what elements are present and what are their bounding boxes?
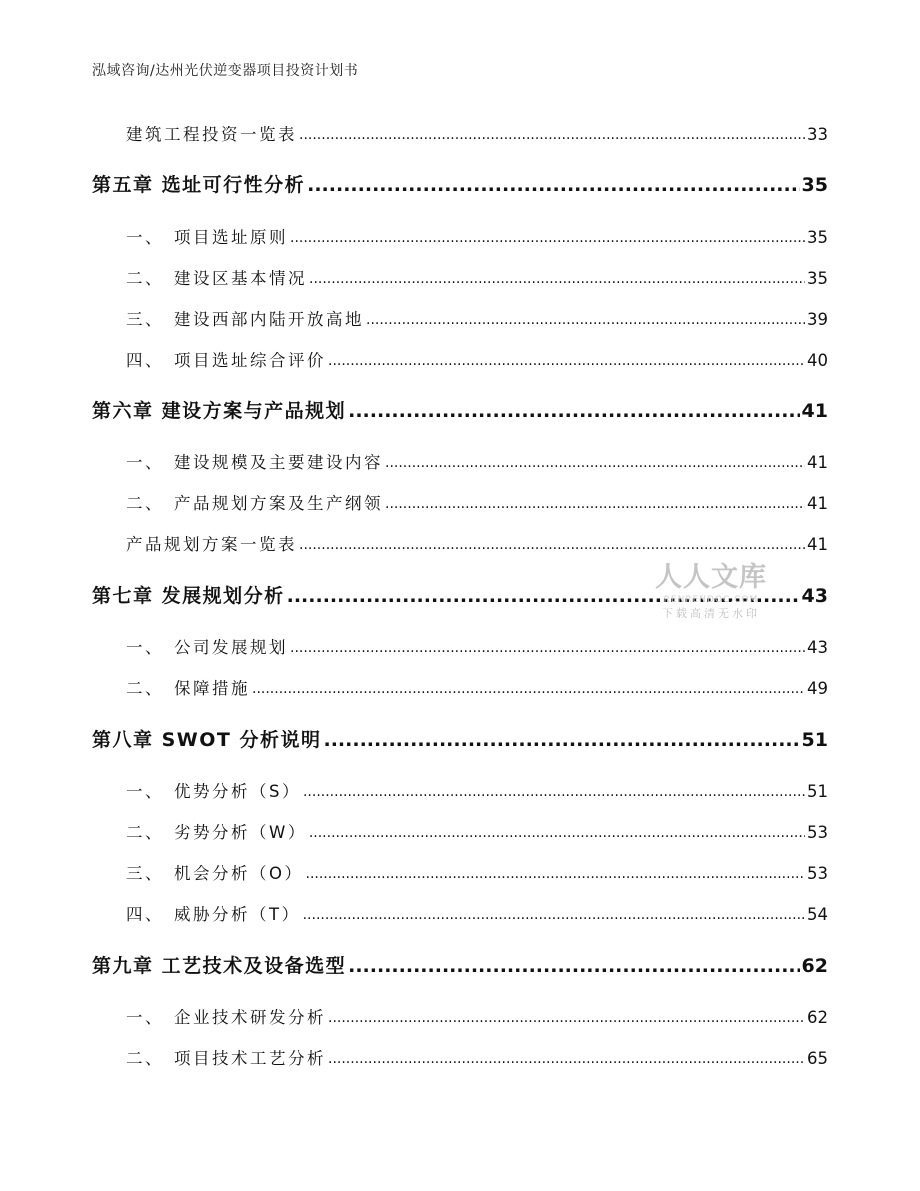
toc-entry-title: 四、 项目选址综合评价 (92, 349, 326, 373)
toc-entry-number: 四、 (126, 905, 164, 924)
toc-entry-number: 一、 (126, 638, 164, 657)
toc-entry-number: 二、 (126, 1049, 164, 1068)
toc-chapter-title: 第五章 选址可行性分析 (92, 174, 306, 196)
dot-leader (290, 226, 805, 250)
toc-entry-number: 三、 (126, 864, 164, 883)
dot-leader (303, 903, 805, 927)
dot-leader (299, 533, 805, 557)
dot-leader (309, 267, 805, 291)
dot-leader (328, 349, 805, 373)
toc-entry-page: 62 (807, 1008, 828, 1027)
toc-entry-number: 二、 (126, 679, 164, 698)
toc-entry-page: 53 (807, 823, 828, 842)
toc-entry[interactable] (92, 226, 828, 250)
toc-entry-page: 51 (807, 782, 828, 801)
toc-entry-page: 33 (807, 125, 828, 144)
toc-entry-page: 53 (807, 864, 828, 883)
toc-entry[interactable] (92, 677, 828, 701)
toc-entry[interactable] (92, 1006, 828, 1030)
page-header: 泓域咨询/达州光伏逆变器项目投资计划书 (92, 63, 359, 79)
toc-entry[interactable] (92, 267, 828, 291)
toc-chapter-title: 第七章 发展规划分析 (92, 585, 285, 607)
dot-leader (366, 308, 805, 332)
toc-entry-page: 41 (807, 453, 828, 472)
toc-entry[interactable] (92, 862, 828, 886)
toc-entry-page: 43 (807, 638, 828, 657)
toc-chapter-page: 51 (801, 729, 828, 751)
toc-entry-title: 三、 机会分析（O） (92, 862, 304, 886)
toc-entry-title: 一、 优势分析（S） (92, 780, 301, 804)
toc-entry-page: 35 (807, 269, 828, 288)
toc-entry-number: 二、 (126, 823, 164, 842)
toc-entry-title: 一、 建设规模及主要建设内容 (92, 451, 383, 475)
toc-entry-number: 一、 (126, 228, 164, 247)
toc-chapter[interactable] (92, 727, 828, 753)
toc-chapter[interactable] (92, 398, 828, 424)
toc-entry-title: 一、 企业技术研发分析 (92, 1006, 326, 1030)
toc-entry-page: 41 (807, 494, 828, 513)
dot-leader (323, 727, 799, 753)
dot-leader (299, 123, 805, 147)
toc-entry-page: 35 (807, 228, 828, 247)
toc-entry-number: 三、 (126, 310, 164, 329)
toc-entry-page: 41 (807, 535, 828, 554)
toc-chapter-page: 35 (801, 174, 828, 196)
toc-entry[interactable] (92, 903, 828, 927)
toc-chapter-page: 43 (801, 585, 828, 607)
dot-leader (385, 492, 805, 516)
toc-chapter-page: 41 (801, 400, 828, 422)
toc-entry[interactable] (92, 780, 828, 804)
dot-leader (348, 953, 799, 979)
toc-entry[interactable] (92, 308, 828, 332)
toc-chapter-title: 第九章 工艺技术及设备选型 (92, 955, 347, 977)
toc-entry-number: 二、 (126, 494, 164, 513)
dot-leader (385, 451, 805, 475)
header-divider (92, 84, 828, 85)
toc-entry-page: 65 (807, 1049, 828, 1068)
toc-entry[interactable] (92, 123, 828, 147)
toc-entry-title: 产品规划方案一览表 (126, 535, 297, 554)
toc-entry-page: 40 (807, 351, 828, 370)
dot-leader (307, 172, 799, 198)
toc-chapter[interactable] (92, 583, 828, 609)
toc-entry-title: 三、 建设西部内陆开放高地 (92, 308, 364, 332)
toc-entry-title: 二、 项目技术工艺分析 (92, 1047, 326, 1071)
toc-entry[interactable] (92, 349, 828, 373)
dot-leader (328, 1006, 805, 1030)
dot-leader (306, 862, 806, 886)
toc-chapter-title: 第六章 建设方案与产品规划 (92, 400, 347, 422)
toc-entry[interactable] (92, 492, 828, 516)
toc-entry[interactable] (92, 821, 828, 845)
toc-entry-title: 四、 威胁分析（T） (92, 903, 301, 927)
dot-leader (328, 1047, 805, 1071)
dot-leader (252, 677, 805, 701)
toc-entry-title: 二、 产品规划方案及生产纲领 (92, 492, 383, 516)
toc-chapter[interactable] (92, 953, 828, 979)
toc-entry-title: 建筑工程投资一览表 (126, 125, 297, 144)
toc-entry-number: 一、 (126, 453, 164, 472)
toc-entry-page: 49 (807, 679, 828, 698)
dot-leader (348, 398, 799, 424)
toc-entry[interactable] (92, 636, 828, 660)
toc-entry[interactable] (92, 1047, 828, 1071)
toc-entry-number: 二、 (126, 269, 164, 288)
watermark-url: RENRENDOC.COM (663, 595, 759, 605)
toc-entry-number: 一、 (126, 1008, 164, 1027)
dot-leader (287, 583, 800, 609)
toc-entry[interactable] (92, 451, 828, 475)
toc-chapter-title: 第八章 SWOT 分析说明 (92, 729, 322, 751)
toc-entry-title: 二、 劣势分析（W） (92, 821, 307, 845)
watermark-logo: 人人文库 (655, 562, 767, 593)
toc-entry-page: 54 (807, 905, 828, 924)
toc-entry[interactable] (92, 533, 828, 557)
dot-leader (290, 636, 805, 660)
toc-entry-number: 四、 (126, 351, 164, 370)
dot-leader (303, 780, 805, 804)
toc-entry-page: 39 (807, 310, 828, 329)
toc-entry-title: 二、 保障措施 (92, 677, 250, 701)
toc-chapter[interactable] (92, 172, 828, 198)
toc-entry-title: 一、 公司发展规划 (92, 636, 288, 660)
toc-entry-title: 二、 建设区基本情况 (92, 267, 307, 291)
toc-entry-title: 一、 项目选址原则 (92, 226, 288, 250)
toc-entry-number: 一、 (126, 782, 164, 801)
dot-leader (309, 821, 805, 845)
watermark-tagline: 下载高清无水印 (662, 607, 760, 620)
toc-chapter-page: 62 (801, 955, 828, 977)
